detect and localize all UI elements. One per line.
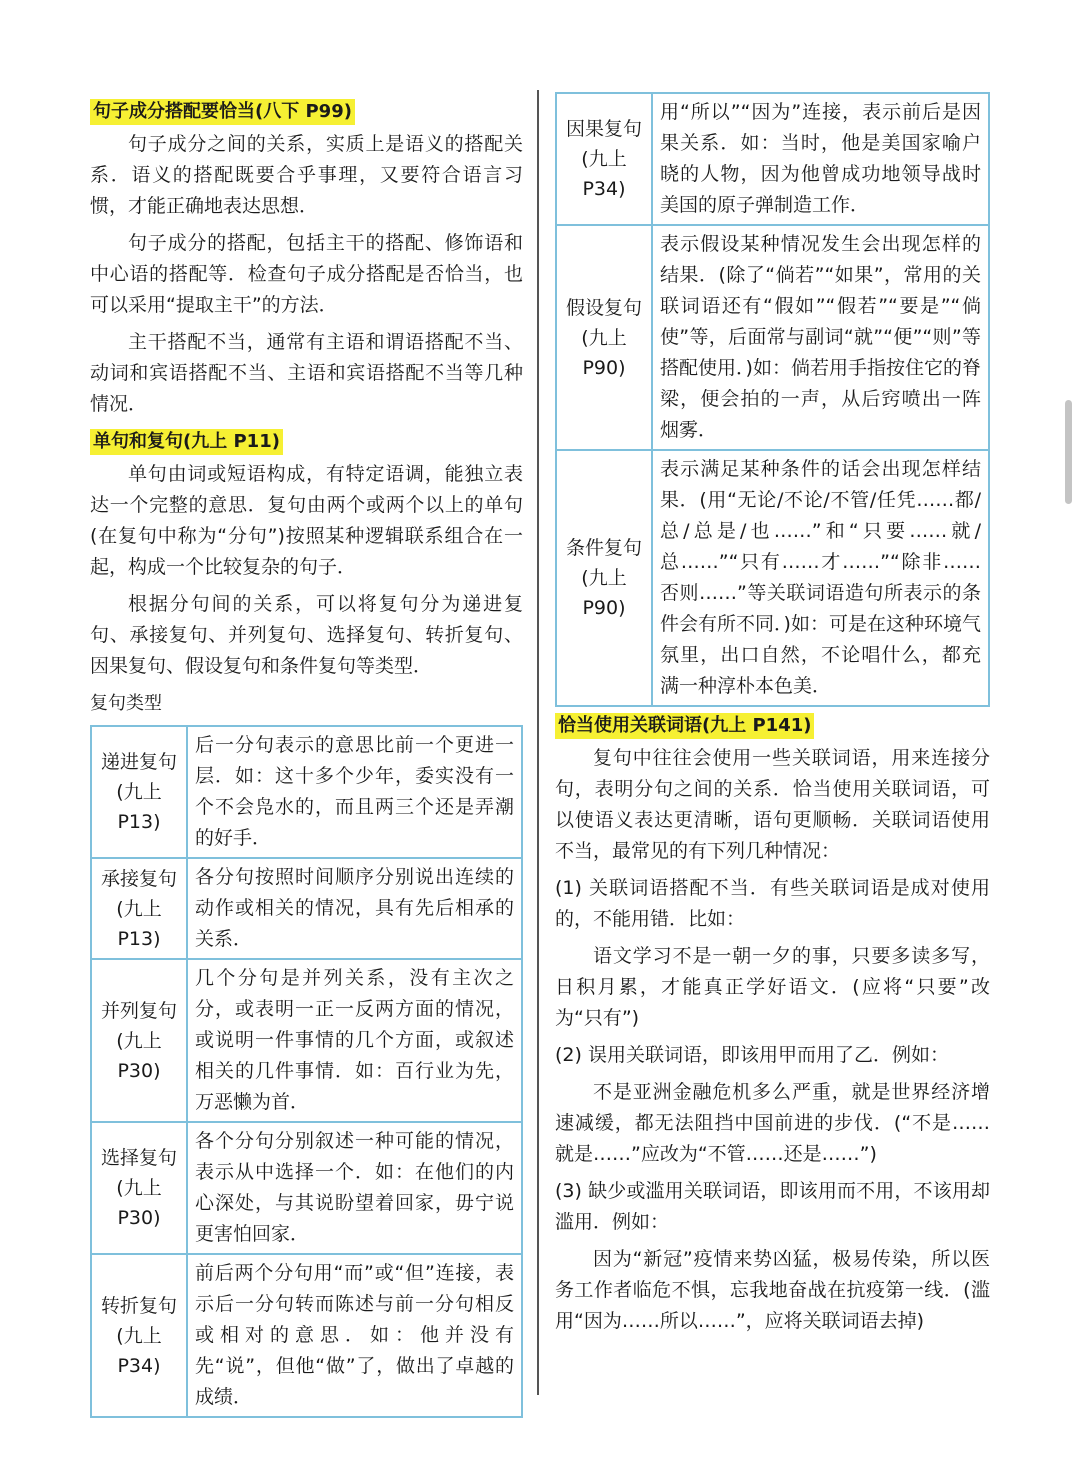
type-name: 条件复句 bbox=[565, 537, 642, 559]
type-description: 表示满足某种条件的话会出现怎样结果．(用“无论/不论/不管/任凭……都/总/总是/也……”和“只要……就/总……”“只有……才……”“除非……否则……”等关联词语造句所表示的条件会有所不同．)如：可是在这种环境气氛里，出口自然，不论唱什么，都充满一种淳朴本色美． bbox=[652, 450, 989, 706]
left-column bbox=[90, 96, 523, 1418]
type-cell bbox=[556, 225, 652, 450]
type-cell bbox=[91, 726, 187, 858]
compound-sentence-table bbox=[90, 725, 523, 1418]
type-description: 各个分句分别叙述一种可能的情况，表示从中选择一个．如：在他们的内心深处，与其说盼望着回家，毋宁说更害怕回家． bbox=[187, 1122, 522, 1254]
paragraph: 单句由词或短语构成，有特定语调，能独立表达一个完整的意思．复句由两个或两个以上的单句(在复句中称为“分句”)按照某种逻辑联系组合在一起，构成一个比较复杂的句子． bbox=[90, 463, 523, 578]
paragraph: (2) 误用关联词语，即该用甲而用了乙．例如： bbox=[555, 1044, 949, 1066]
paragraph: 句子成分的搭配，包括主干的搭配、修饰语和中心语的搭配等．检查句子成分搭配是否恰当，也可以采用“提取主干”的方法． bbox=[90, 232, 523, 316]
section-heading: 单句和复句(九上 P11) bbox=[90, 429, 283, 455]
table-row bbox=[91, 858, 522, 959]
type-cell bbox=[556, 450, 652, 706]
scrollbar-thumb[interactable] bbox=[1065, 400, 1072, 504]
type-page: (九上 P30) bbox=[116, 1029, 162, 1082]
paragraph: 根据分句间的关系，可以将复句分为递进复句、承接复句、并列复句、选择复句、转折复句、因果复句、假设复句和条件复句等类型． bbox=[90, 593, 523, 677]
example-paragraph: 语文学习不是一朝一夕的事，只要多读多写，日积月累，才能真正学好语文．(应将“只要”改为“只有”) bbox=[555, 945, 990, 1029]
paragraph: 复句中往往会使用一些关联词语，用来连接分句，表明分句之间的关系．恰当使用关联词语，可以使语义表达更清晰，语句更顺畅．关联词语使用不当，最常见的有下列几种情况： bbox=[555, 747, 990, 862]
table-row bbox=[91, 1254, 522, 1417]
type-page: (九上 P13) bbox=[116, 897, 162, 950]
type-description: 后一分句表示的意思比前一个更进一层．如：这十多个少年，委实没有一个不会凫水的，而且两三个还是弄潮的好手． bbox=[187, 726, 522, 858]
type-name: 假设复句 bbox=[565, 296, 642, 319]
type-cell bbox=[91, 1254, 187, 1417]
section-heading: 恰当使用关联词语(九上 P141) bbox=[555, 713, 814, 739]
type-page: (九上 P34) bbox=[116, 1324, 162, 1377]
type-page: (九上 P90) bbox=[581, 567, 627, 619]
type-description: 各分句按照时间顺序分别说出连续的动作或相关的情况，具有先后相承的关系． bbox=[187, 858, 522, 959]
table-row bbox=[91, 959, 522, 1122]
type-page: (九上 P34) bbox=[581, 148, 627, 200]
table-row bbox=[556, 93, 989, 225]
type-name: 递进复句 bbox=[100, 751, 177, 773]
type-name: 并列复句 bbox=[100, 999, 177, 1022]
column-divider bbox=[537, 90, 539, 1395]
example-paragraph: 因为“新冠”疫情来势凶猛，极易传染，所以医务工作者临危不惧，忘我地奋战在抗疫第一线．(滥用“因为……所以……”，应将关联词语去掉) bbox=[555, 1248, 990, 1332]
type-description: 用“所以”“因为”连接，表示前后是因果关系．如：当时，他是美国家喻户晓的人物，因为他曾成功地领导战时美国的原子弹制造工作． bbox=[652, 93, 989, 225]
type-description: 前后两个分句用“而”或“但”连接，表示后一分句转而陈述与前一分句相反或相对的意思．如：他并没有先“说”，但他“做”了，做出了卓越的成绩． bbox=[187, 1254, 522, 1417]
paragraph: 主干搭配不当，通常有主语和谓语搭配不当、动词和宾语搭配不当、主语和宾语搭配不当等几种情况． bbox=[90, 331, 523, 415]
paragraph: (1) 关联词语搭配不当．有些关联词语是成对使用的，不能用错．比如： bbox=[555, 877, 990, 930]
type-name: 承接复句 bbox=[100, 867, 177, 890]
example-paragraph: 不是亚洲金融危机多么严重，就是世界经济增速减缓，都无法阻挡中国前进的步伐．(“不是……就是……”应改为“不管……还是……”) bbox=[555, 1081, 990, 1165]
table-row bbox=[91, 1122, 522, 1254]
type-cell bbox=[91, 858, 187, 959]
type-cell bbox=[556, 93, 652, 225]
type-cell bbox=[91, 1122, 187, 1254]
type-description: 表示假设某种情况发生会出现怎样的结果．(除了“倘若”“如果”，常用的关联词语还有“假如”“假若”“要是”“倘使”等，后面常与副词“就”“便”“则”等搭配使用．)如：倘若用手指按住它的脊梁，便会拍的一声，从后窍喷出一阵烟雾． bbox=[652, 225, 989, 450]
type-page: (九上 P90) bbox=[581, 326, 627, 379]
type-description: 几个分句是并列关系，没有主次之分，或表明一正一反两方面的情况，或说明一件事情的几个方面，或叙述相关的几件事情．如：百行业为先，万恶懒为首． bbox=[187, 959, 522, 1122]
table-caption: 复句类型 bbox=[90, 693, 162, 714]
type-name: 因果复句 bbox=[565, 118, 642, 140]
table-row bbox=[91, 726, 522, 858]
paragraph: 句子成分之间的关系，实质上是语义的搭配关系．语义的搭配既要合乎事理，又要符合语言习惯，才能正确地表达思想． bbox=[90, 133, 523, 217]
section-heading: 句子成分搭配要恰当(八下 P99) bbox=[90, 99, 355, 125]
type-cell bbox=[91, 959, 187, 1122]
type-page: (九上 P30) bbox=[116, 1177, 162, 1229]
compound-sentence-table-continued bbox=[555, 92, 990, 707]
type-name: 选择复句 bbox=[100, 1147, 177, 1169]
type-page: (九上 P13) bbox=[116, 781, 162, 833]
type-name: 转折复句 bbox=[100, 1294, 177, 1317]
right-column bbox=[555, 92, 990, 1343]
table-row bbox=[556, 450, 989, 706]
table-row bbox=[556, 225, 989, 450]
paragraph: (3) 缺少或滥用关联词语，即该用而不用，不该用却滥用．例如： bbox=[555, 1180, 990, 1233]
